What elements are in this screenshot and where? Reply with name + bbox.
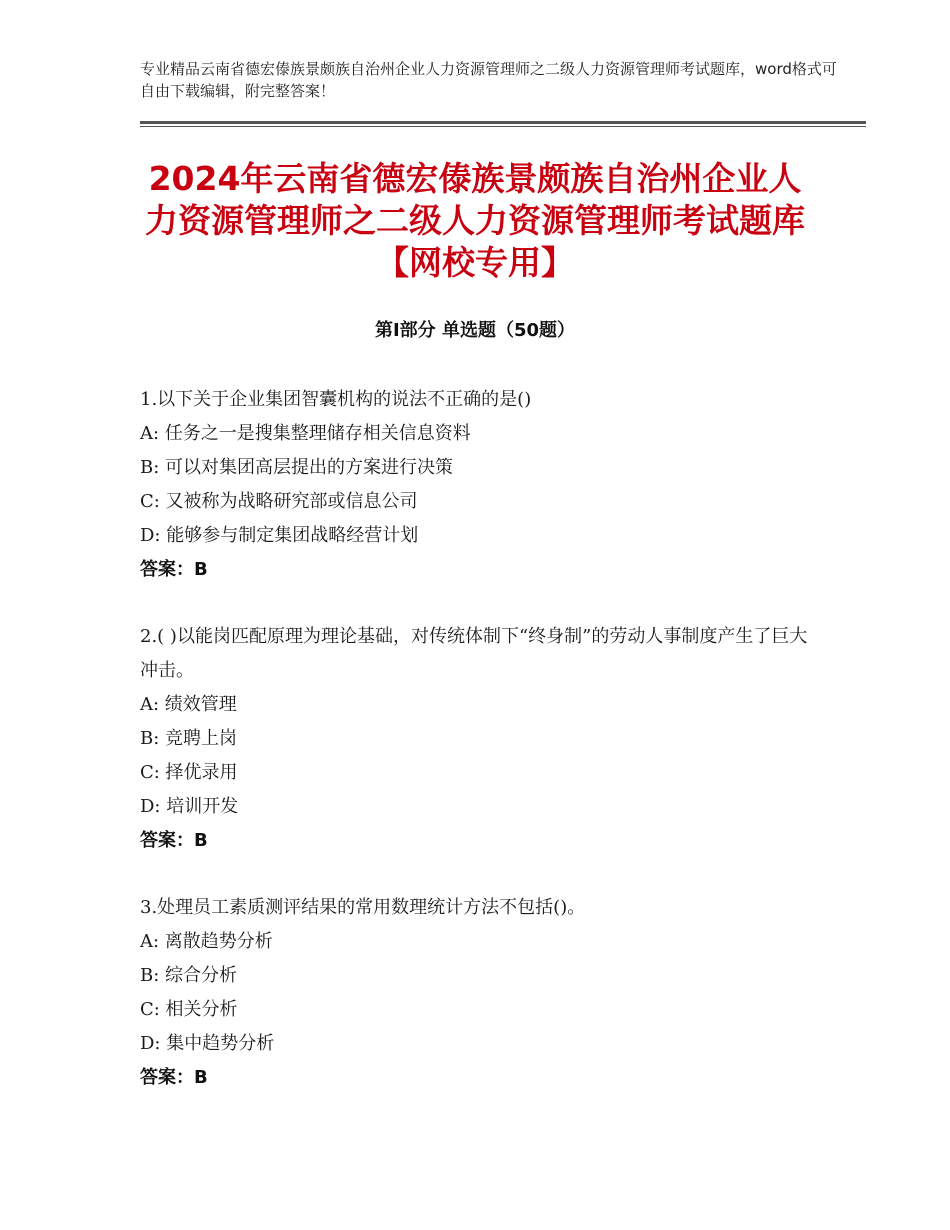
answer-label: 答案：B bbox=[140, 559, 208, 580]
option-c: C: 相关分析 bbox=[140, 999, 238, 1020]
header-divider-thin bbox=[140, 126, 866, 127]
option-c: C: 又被称为战略研究部或信息公司 bbox=[140, 491, 418, 512]
option-a: A: 离散趋势分析 bbox=[140, 931, 273, 952]
header-divider-thick bbox=[140, 121, 866, 124]
option-b: B: 竞聘上岗 bbox=[140, 728, 238, 749]
question-list bbox=[140, 383, 820, 1128]
section-title: 第Ⅰ部分 单选题（50题） bbox=[374, 320, 575, 341]
option-d: D: 培训开发 bbox=[140, 796, 239, 817]
option-a: A: 任务之一是搜集整理储存相关信息资料 bbox=[140, 423, 471, 444]
option-c: C: 择优录用 bbox=[140, 762, 238, 783]
question-stem: 1.以下关于企业集团智囊机构的说法不正确的是() bbox=[140, 389, 532, 410]
option-b: B: 综合分析 bbox=[140, 965, 238, 986]
option-d: D: 集中趋势分析 bbox=[140, 1033, 275, 1054]
question-item bbox=[140, 383, 820, 587]
question-stem: 2.( )以能岗匹配原理为理论基础，对传统体制下“终身制”的劳动人事制度产生了巨大冲击。 bbox=[140, 626, 808, 681]
question-stem: 3.处理员工素质测评结果的常用数理统计方法不包括()。 bbox=[140, 897, 586, 918]
option-d: D: 能够参与制定集团战略经营计划 bbox=[140, 525, 419, 546]
header-note: 专业精品云南省德宏傣族景颇族自治州企业人力资源管理师之二级人力资源管理师考试题库，word格式可自由下载编辑，附完整答案！ bbox=[140, 60, 837, 100]
document-title: 2024年云南省德宏傣族景颇族自治州企业人力资源管理师之二级人力资源管理师考试题库【网校专用】 bbox=[145, 159, 805, 282]
answer-label: 答案：B bbox=[140, 830, 208, 851]
option-b: B: 可以对集团高层提出的方案进行决策 bbox=[140, 457, 454, 478]
answer-label: 答案：B bbox=[140, 1067, 208, 1088]
option-a: A: 绩效管理 bbox=[140, 694, 237, 715]
question-item bbox=[140, 620, 820, 858]
question-item bbox=[140, 891, 820, 1095]
